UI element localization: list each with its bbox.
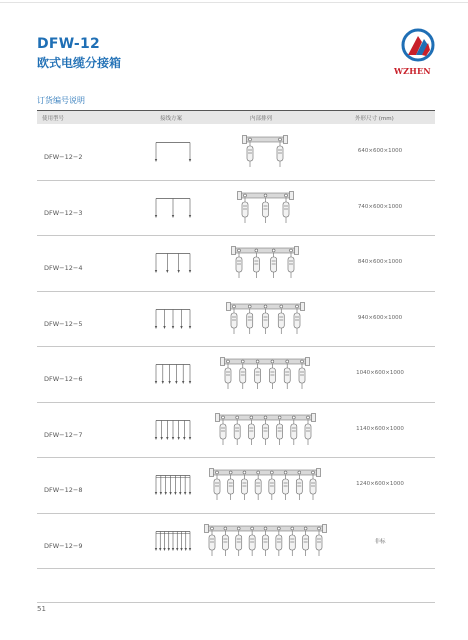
header-wiring-scheme: 接线方案: [160, 116, 183, 122]
section-title: 订货编号说明: [37, 96, 85, 105]
dimension-cell: 1240×600×1000: [356, 481, 404, 487]
wiring-scheme-diagram: [154, 419, 192, 441]
row-divider: [37, 180, 435, 181]
bottom-rule: [37, 602, 435, 603]
model-cell: DFW−12−3: [44, 208, 83, 217]
wiring-scheme-diagram: [154, 308, 192, 330]
internal-arrangement-diagram: [231, 242, 299, 282]
row-divider: [37, 346, 435, 347]
internal-arrangement-diagram: [204, 520, 327, 560]
internal-arrangement-diagram: [215, 409, 316, 449]
dimension-cell: 640×600×1000: [357, 148, 403, 154]
internal-arrangement-diagram: [242, 131, 288, 171]
internal-arrangement-diagram: [220, 353, 310, 393]
header-model: 使用型号: [42, 116, 65, 122]
row-divider: [37, 291, 435, 292]
model-cell: DFW−12−5: [44, 319, 83, 328]
internal-arrangement-diagram: [237, 187, 294, 227]
product-model-title: DFW-12: [37, 36, 101, 52]
wiring-scheme-diagram: [154, 363, 192, 385]
row-divider: [37, 568, 435, 569]
model-cell: DFW−12−9: [44, 541, 83, 550]
row-divider: [37, 457, 435, 458]
product-name-title: 欧式电缆分接箱: [37, 56, 122, 70]
header-internal-layout: 内部排列: [250, 116, 273, 122]
header-dimensions: 外形尺寸 (mm): [355, 116, 394, 122]
model-cell: DFW−12−6: [44, 375, 83, 383]
wiring-scheme-diagram: [154, 530, 192, 552]
model-cell: DFW−12−7: [44, 430, 83, 439]
model-cell: DFW−12−8: [44, 486, 83, 494]
logo-text: WZHEN: [394, 66, 431, 76]
row-divider: [37, 402, 435, 403]
wiring-scheme-diagram: [154, 252, 192, 274]
internal-arrangement-diagram: [209, 464, 321, 504]
dimension-cell: 1140×600×1000: [356, 425, 404, 432]
page-number: 51: [37, 605, 46, 613]
internal-arrangement-diagram: [226, 298, 305, 338]
dimension-cell: 740×600×1000: [357, 203, 403, 210]
dimension-cell: 非标: [374, 538, 386, 545]
row-divider: [37, 235, 435, 236]
wiring-scheme-diagram: [154, 474, 192, 496]
top-rule: [0, 2, 468, 3]
model-cell: DFW−12−2: [44, 153, 83, 161]
wiring-scheme-diagram: [154, 197, 192, 219]
row-divider: [37, 513, 435, 514]
dimension-cell: 940×600×1000: [357, 314, 403, 321]
model-cell: DFW−12−4: [44, 264, 83, 272]
wiring-scheme-diagram: [154, 141, 192, 163]
dimension-cell: 840×600×1000: [357, 259, 403, 265]
dimension-cell: 1040×600×1000: [356, 370, 404, 376]
